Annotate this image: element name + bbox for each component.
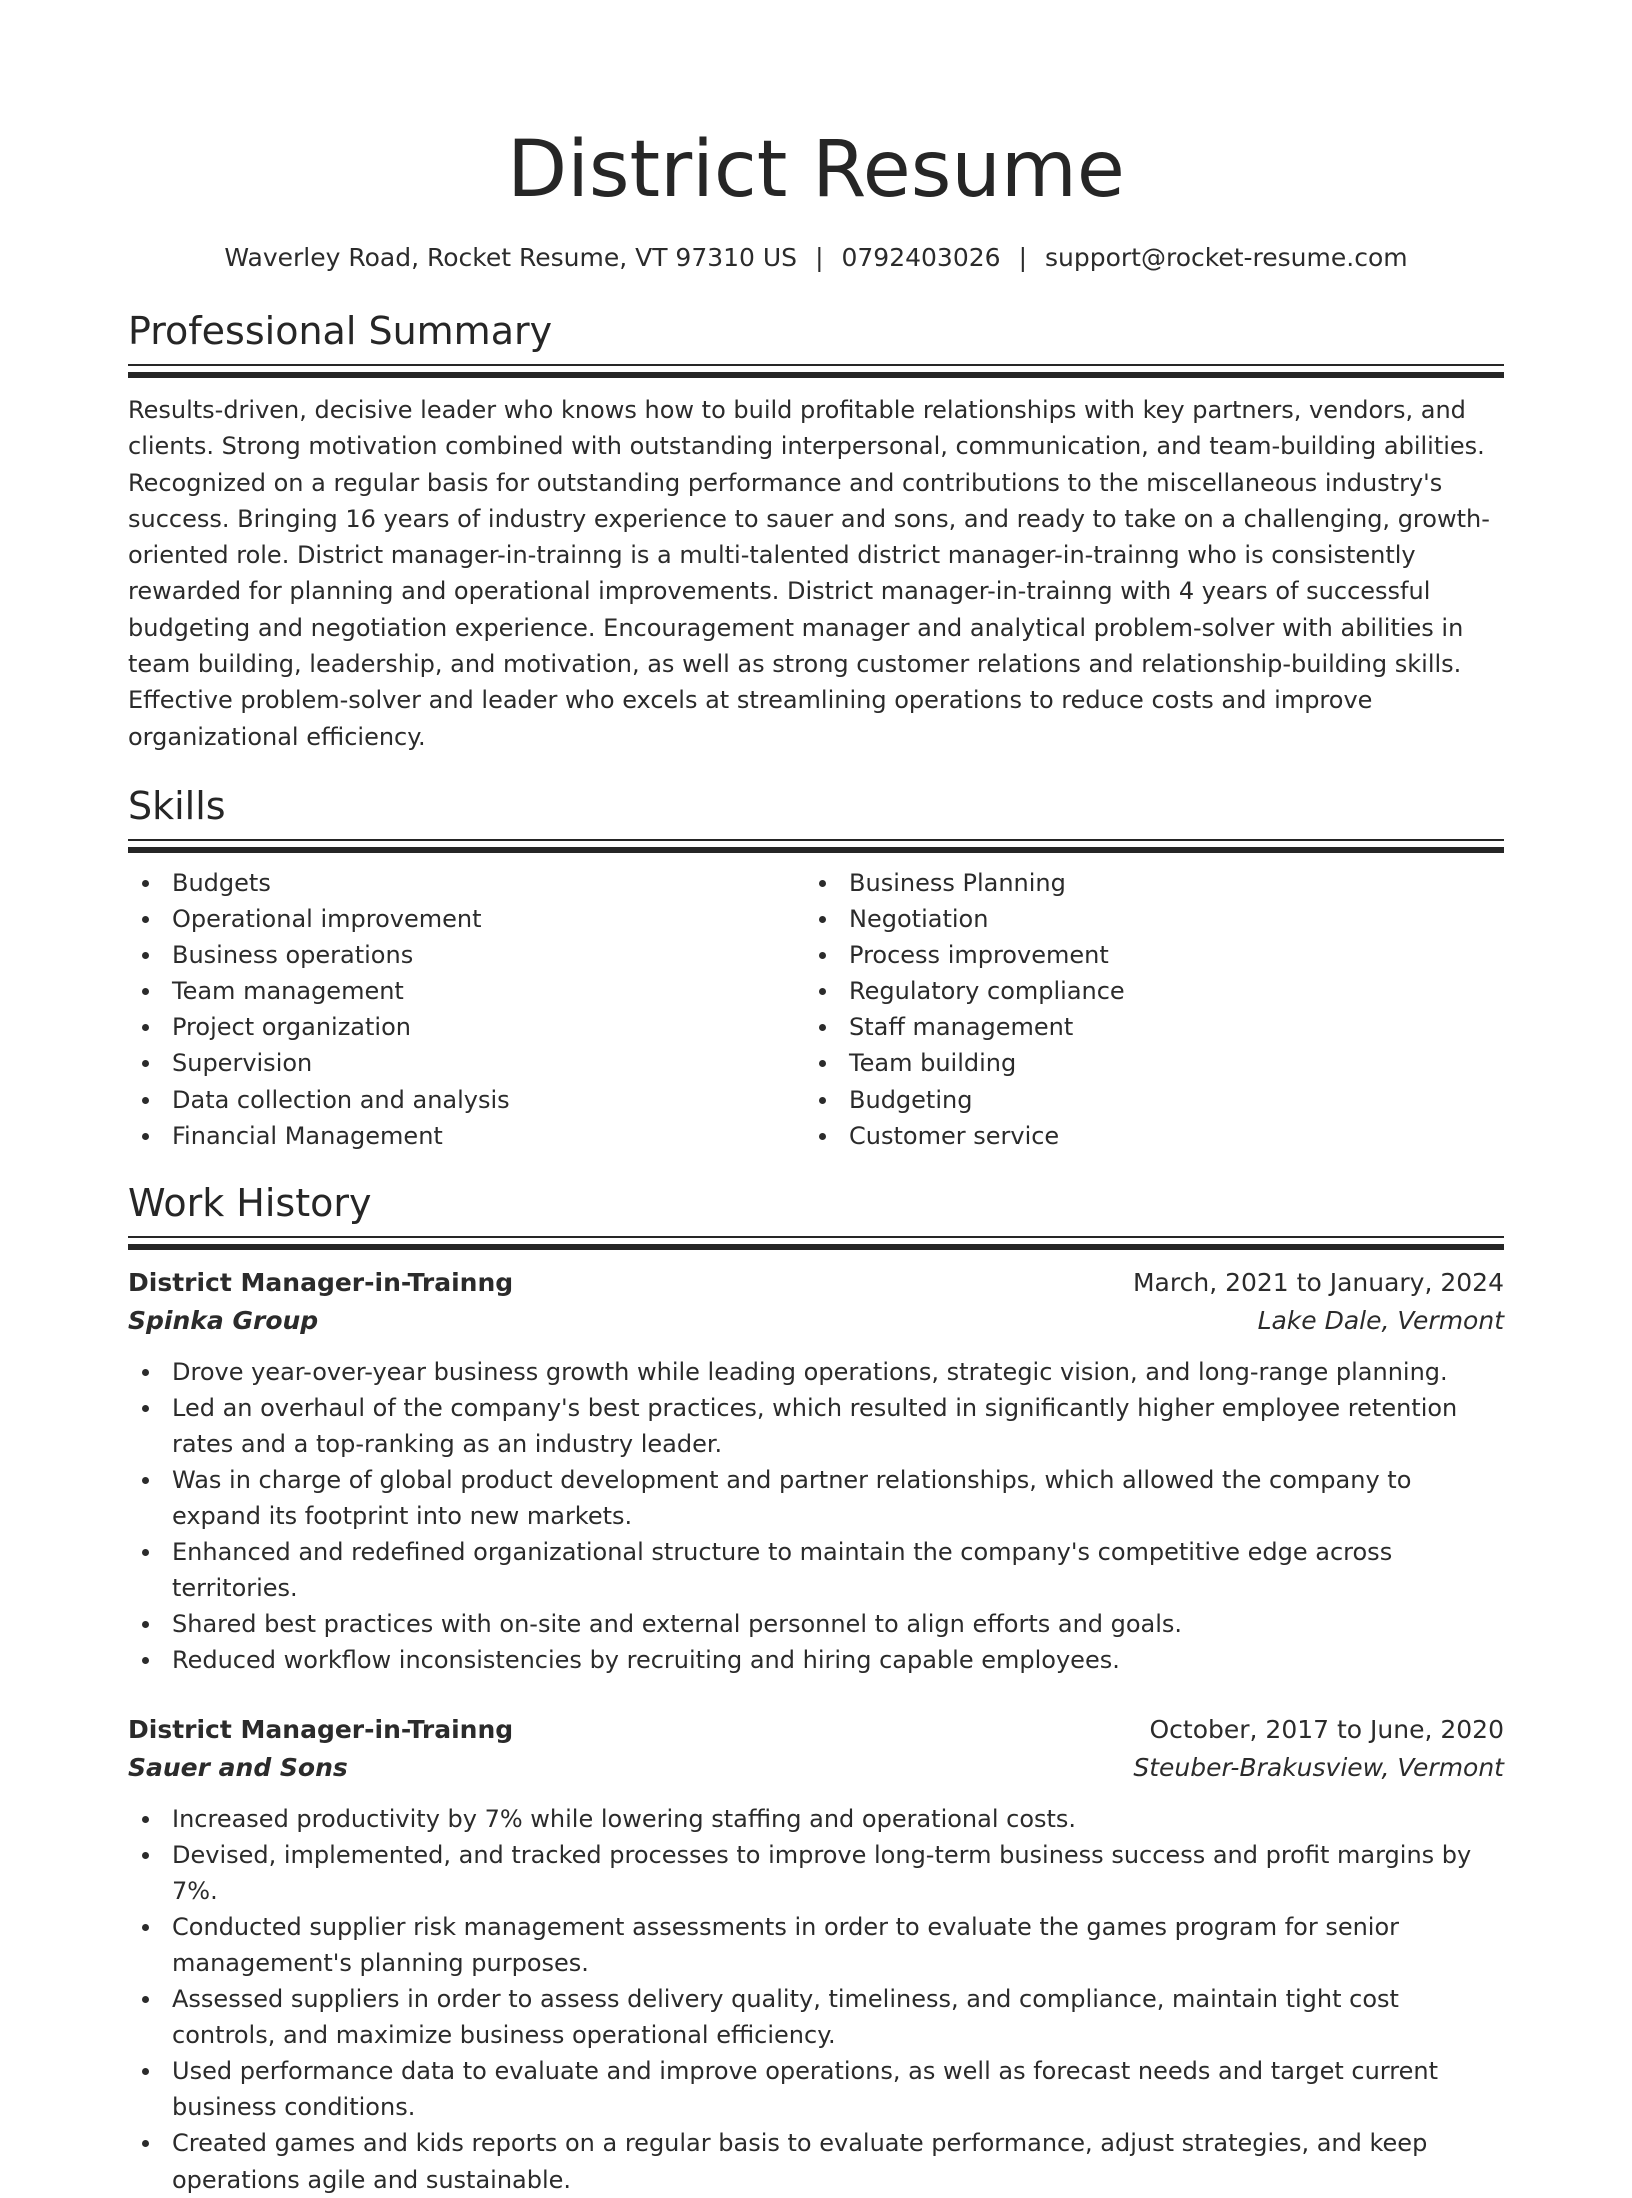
job-entry: [128, 1264, 1504, 1679]
contact-separator: |: [1018, 243, 1027, 272]
job-dates: March, 2021 to January, 2024: [1132, 1267, 1504, 1297]
job-bullets: [128, 1801, 1504, 2198]
skill-item: Business Planning: [849, 865, 1504, 901]
section-title-work-history: Work History: [128, 1180, 372, 1225]
job-bullet: Was in charge of global product development and partner relationships, which allowed the company to expand its footprint into new markets.: [172, 1462, 1504, 1534]
job-header: [128, 1264, 1504, 1302]
skill-item: Budgets: [172, 865, 805, 901]
contact-email[interactable]: support@rocket-resume.com: [1045, 243, 1408, 272]
summary-section: [128, 308, 1504, 755]
job-entry: [128, 1711, 1504, 2198]
contact-phone: 0792403026: [841, 243, 1001, 272]
skill-item: Team building: [849, 1045, 1504, 1081]
job-bullet: Devised, implemented, and tracked processes to improve long-term business success and profit margins by 7%.: [172, 1837, 1504, 1909]
job-subheader: [128, 1749, 1504, 1787]
job-bullet: Reduced workflow inconsistencies by recruiting and hiring capable employees.: [172, 1642, 1504, 1678]
job-dates: October, 2017 to June, 2020: [1149, 1714, 1504, 1744]
skill-item: Team management: [172, 973, 805, 1009]
skill-item: Negotiation: [849, 901, 1504, 937]
job-subheader: [128, 1302, 1504, 1340]
job-bullet: Enhanced and redefined organizational structure to maintain the company's competitive edge across territories.: [172, 1534, 1504, 1606]
job-title: District Manager-in-Trainng: [128, 1714, 514, 1744]
job-bullet: Conducted supplier risk management assessments in order to evaluate the games program for senior management's planning purposes.: [172, 1909, 1504, 1981]
skills-columns: [128, 865, 1504, 1154]
job-bullet: Created games and kids reports on a regular basis to evaluate performance, adjust strategies, and keep operations agile and sustainable.: [172, 2125, 1504, 2197]
contact-address: Waverley Road, Rocket Resume, VT 97310 US: [224, 243, 798, 272]
section-title-skills: Skills: [128, 783, 226, 828]
job-bullet: Assessed suppliers in order to assess delivery quality, timeliness, and compliance, maintain tight cost controls, and maximize business operational efficiency.: [172, 1981, 1504, 2053]
skill-item: Financial Management: [172, 1118, 805, 1154]
skill-item: Data collection and analysis: [172, 1082, 805, 1118]
section-title-summary: Professional Summary: [128, 309, 553, 353]
job-location: Steuber-Brakusview, Vermont: [1133, 1752, 1504, 1782]
section-divider: [128, 839, 1504, 853]
job-bullet: Led an overhaul of the company's best practices, which resulted in significantly higher employee retention rates and a top-ranking as an industry leader.: [172, 1390, 1504, 1462]
skill-item: Process improvement: [849, 937, 1504, 973]
skills-list-left: [128, 865, 805, 1154]
contact-separator: |: [815, 243, 824, 272]
skills-section: [128, 783, 1504, 1154]
job-company: Spinka Group: [128, 1305, 319, 1335]
job-bullets: [128, 1354, 1504, 1679]
skill-item: Regulatory compliance: [849, 973, 1504, 1009]
resume-name: District Resume: [507, 125, 1125, 215]
job-bullet: Drove year-over-year business growth while leading operations, strategic vision, and long-range planning.: [172, 1354, 1504, 1390]
job-bullet: Used performance data to evaluate and improve operations, as well as forecast needs and target current business conditions.: [172, 2053, 1504, 2125]
job-location: Lake Dale, Vermont: [1257, 1305, 1504, 1335]
skill-item: Staff management: [849, 1009, 1504, 1045]
job-title: District Manager-in-Trainng: [128, 1267, 514, 1297]
job-company: Sauer and Sons: [128, 1752, 348, 1782]
skill-item: Business operations: [172, 937, 805, 973]
skill-item: Customer service: [849, 1118, 1504, 1154]
summary-text: Results-driven, decisive leader who knows how to build profitable relationships with key partners, vendors, and clients. Strong motivation combined with outstanding interpersonal, communication, and team-building abilities. Recognized on a regular basis for outstanding performance and contributions to the miscellaneous industry's success. Bringing 16 years of industry experience to sauer and sons, and ready to take on a challenging, growth-oriented role. District manager-in-trainng is a multi-talented district manager-in-trainng who is consistently rewarded for planning and operational improvements. District manager-in-trainng with 4 years of successful budgeting and negotiation experience. Encouragement manager and analytical problem-solver with abilities in team building, leadership, and motivation, as well as strong customer relations and relationship-building skills. Effective problem-solver and leader who excels at streamlining operations to reduce costs and improve organizational efficiency.: [128, 396, 1490, 751]
job-bullet: Increased productivity by 7% while lowering staffing and operational costs.: [172, 1801, 1504, 1837]
contact-line: [128, 242, 1504, 274]
skill-item: Operational improvement: [172, 901, 805, 937]
section-divider: [128, 1236, 1504, 1250]
skill-item: Project organization: [172, 1009, 805, 1045]
skill-item: Budgeting: [849, 1082, 1504, 1118]
work-history-section: [128, 1180, 1504, 2198]
skills-list-right: [805, 865, 1504, 1154]
job-bullet: Shared best practices with on-site and external personnel to align efforts and goals.: [172, 1606, 1504, 1642]
skill-item: Supervision: [172, 1045, 805, 1081]
section-divider: [128, 364, 1504, 378]
job-header: [128, 1711, 1504, 1749]
